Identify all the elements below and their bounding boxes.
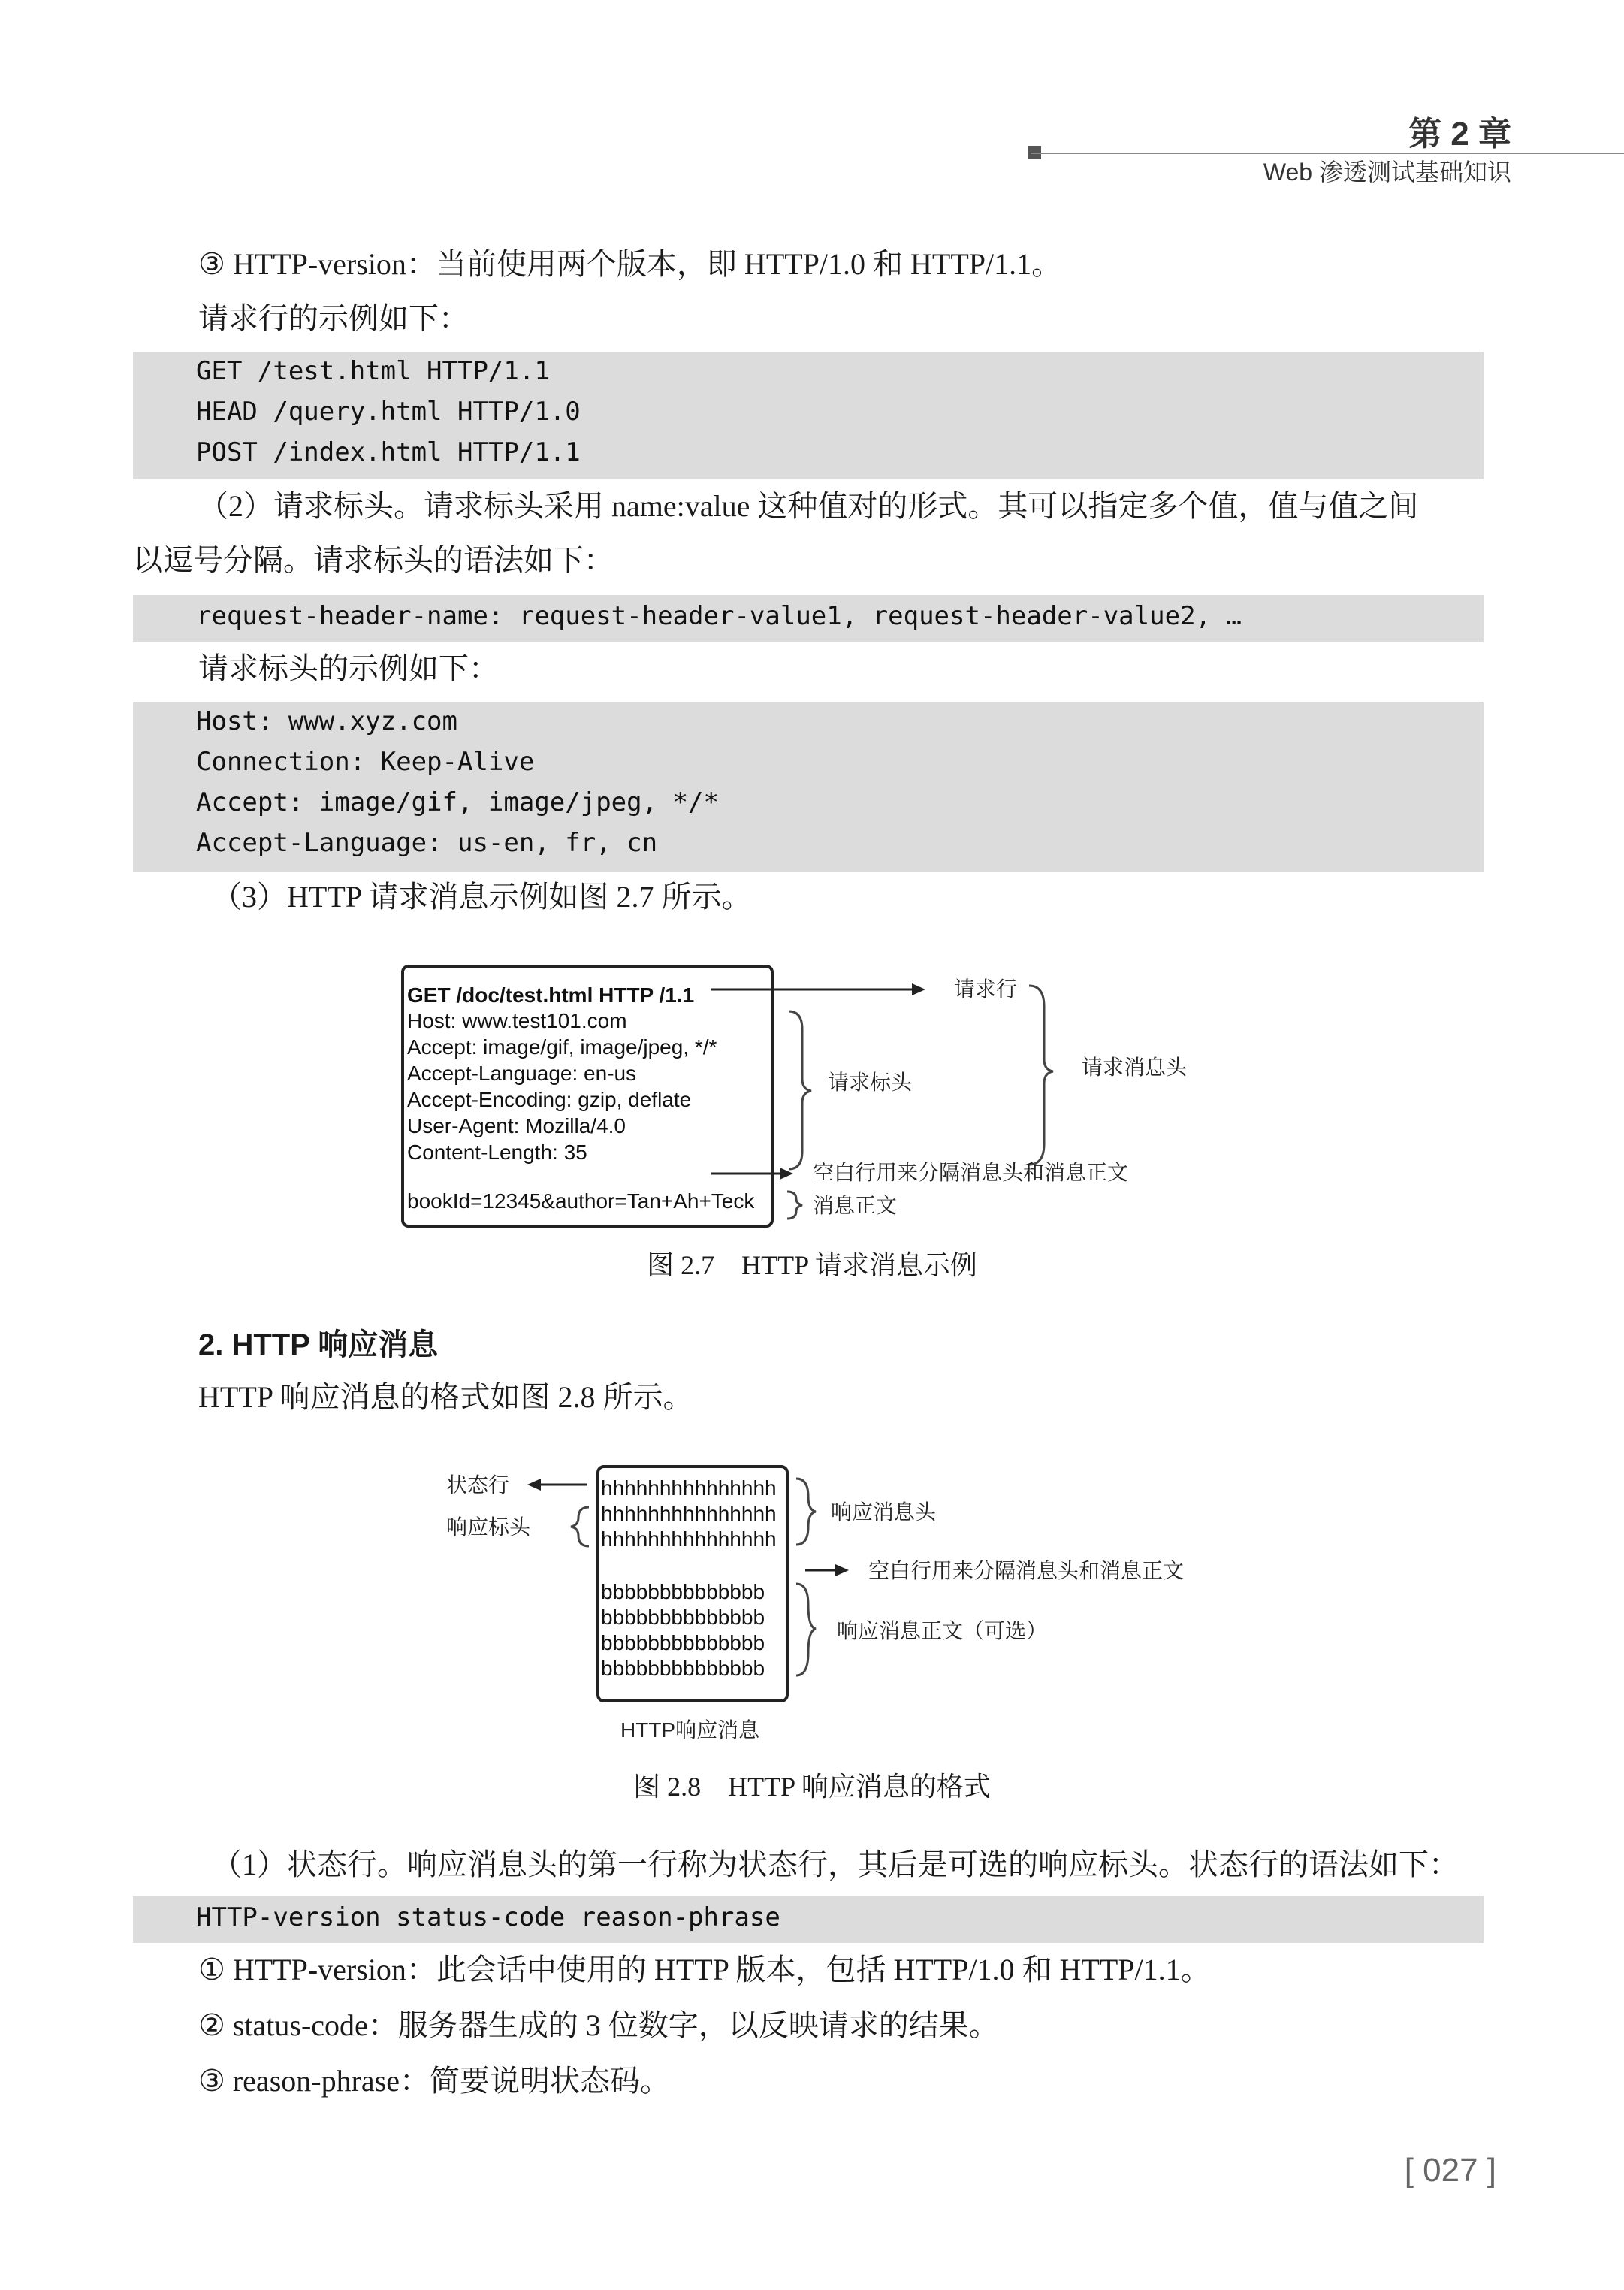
- paragraph-http-version: ③ HTTP-version：当前使用两个版本，即 HTTP/1.0 和 HTTP/1.1。: [198, 247, 1062, 281]
- header-line: hhhhhhhhhhhhhhh: [601, 1476, 777, 1500]
- figure-2-8-caption: 图 2.8 HTTP 响应消息的格式: [633, 1772, 991, 1802]
- header-line: User-Agent: Mozilla/4.0: [407, 1114, 626, 1137]
- paragraph-http-version-def: ① HTTP-version：此会话中使用的 HTTP 版本，包括 HTTP/1.0 和 HTTP/1.1。: [198, 1953, 1211, 1986]
- code-line: HTTP-version status-code reason-phrase: [196, 1902, 780, 1932]
- label-http-response: HTTP响应消息: [620, 1718, 760, 1742]
- paragraph-response-format: HTTP 响应消息的格式如图 2.8 所示。: [198, 1380, 693, 1414]
- header-line: Accept-Encoding: gzip, deflate: [407, 1088, 692, 1111]
- code-line: Connection: Keep-Alive: [196, 747, 535, 777]
- header-line: Content-Length: 35: [407, 1140, 587, 1164]
- page-number: [ 027 ]: [1404, 2152, 1496, 2189]
- body-line: bbbbbbbbbbbbbb: [601, 1657, 765, 1680]
- code-line: request-header-name: request-header-value1, request-header-value2, …: [196, 601, 1242, 631]
- section-heading: 2. HTTP 响应消息: [198, 1328, 439, 1361]
- arrow-head: [912, 983, 925, 995]
- arrow-head: [835, 1564, 849, 1576]
- label-blank-line: 空白行用来分隔消息头和消息正文: [868, 1559, 1185, 1582]
- brace-response-body: [796, 1584, 816, 1675]
- label-status-line: 状态行: [446, 1473, 510, 1497]
- body-line: bbbbbbbbbbbbbb: [601, 1631, 765, 1654]
- arrow-head: [527, 1479, 541, 1491]
- body-line: bbbbbbbbbbbbbb: [601, 1580, 765, 1603]
- body-line: bbbbbbbbbbbbbb: [601, 1606, 765, 1629]
- paragraph-status-line: （1）状态行。响应消息头的第一行称为状态行，其后是可选的响应标头。状态行的语法如下：: [212, 1847, 1459, 1881]
- paragraph-status-code-def: ② status-code：服务器生成的 3 位数字，以反映请求的结果。: [198, 2008, 999, 2042]
- brace-response-headers: [571, 1507, 589, 1546]
- request-line-text: GET /doc/test.html HTTP /1.1: [407, 983, 695, 1007]
- chapter-subtitle: Web 渗透测试基础知识: [1263, 159, 1511, 186]
- header-line: hhhhhhhhhhhhhhh: [601, 1527, 777, 1551]
- figure-2-7-caption: 图 2.7 HTTP 请求消息示例: [647, 1250, 977, 1280]
- paragraph-reason-phrase-def: ③ reason-phrase：简要说明状态码。: [198, 2064, 670, 2098]
- body-line: bookId=12345&author=Tan+Ah+Teck: [407, 1189, 755, 1213]
- brace-response-header: [796, 1479, 816, 1545]
- code-line: Accept: image/gif, image/jpeg, */*: [196, 787, 719, 817]
- brace-body: [787, 1192, 802, 1219]
- label-response-body: 响应消息正文（可选）: [837, 1619, 1048, 1642]
- label-response-headers: 响应标头: [446, 1515, 531, 1539]
- label-request-headers: 请求标头: [828, 1071, 913, 1094]
- code-line: Host: www.xyz.com: [196, 706, 457, 736]
- paragraph-request-headers-cont: 以逗号分隔。请求标头的语法如下：: [133, 543, 614, 577]
- header-line: hhhhhhhhhhhhhhh: [601, 1502, 777, 1525]
- chapter-title: 第 2 章: [1408, 116, 1511, 153]
- brace-message-header: [1029, 986, 1053, 1165]
- code-block-header-syntax: [133, 595, 1484, 642]
- header-line: Host: www.test101.com: [407, 1009, 627, 1032]
- paragraph-request-message: （3）HTTP 请求消息示例如图 2.7 所示。: [212, 880, 752, 914]
- figure-2-7-diagram: [0, 947, 1624, 1247]
- paragraph-header-example: 请求标头的示例如下：: [198, 651, 499, 685]
- code-line: Accept-Language: us-en, fr, cn: [196, 828, 658, 858]
- code-line: GET /test.html HTTP/1.1: [196, 356, 550, 386]
- label-response-header: 响应消息头: [831, 1500, 937, 1524]
- label-request-line: 请求行: [954, 977, 1018, 1001]
- brace-headers: [789, 1011, 811, 1169]
- label-body: 消息正文: [813, 1194, 898, 1217]
- header-line: Accept: image/gif, image/jpeg, */*: [407, 1035, 717, 1059]
- label-message-header: 请求消息头: [1082, 1056, 1188, 1079]
- code-line: POST /index.html HTTP/1.1: [196, 437, 581, 467]
- code-block-status-syntax: [133, 1896, 1484, 1943]
- figure-2-8-diagram: [0, 1458, 1624, 1758]
- label-blank-line: 空白行用来分隔消息头和消息正文: [813, 1161, 1129, 1184]
- header-line: Accept-Language: en-us: [407, 1062, 637, 1085]
- code-block-header-example: [133, 702, 1484, 872]
- code-block-request-lines: [133, 352, 1484, 479]
- code-line: HEAD /query.html HTTP/1.0: [196, 397, 581, 427]
- paragraph-request-headers: （2）请求标头。请求标头采用 name:value 这种值对的形式。其可以指定多个值，值与值之间: [198, 489, 1419, 523]
- paragraph-request-line-example: 请求行的示例如下：: [198, 301, 469, 335]
